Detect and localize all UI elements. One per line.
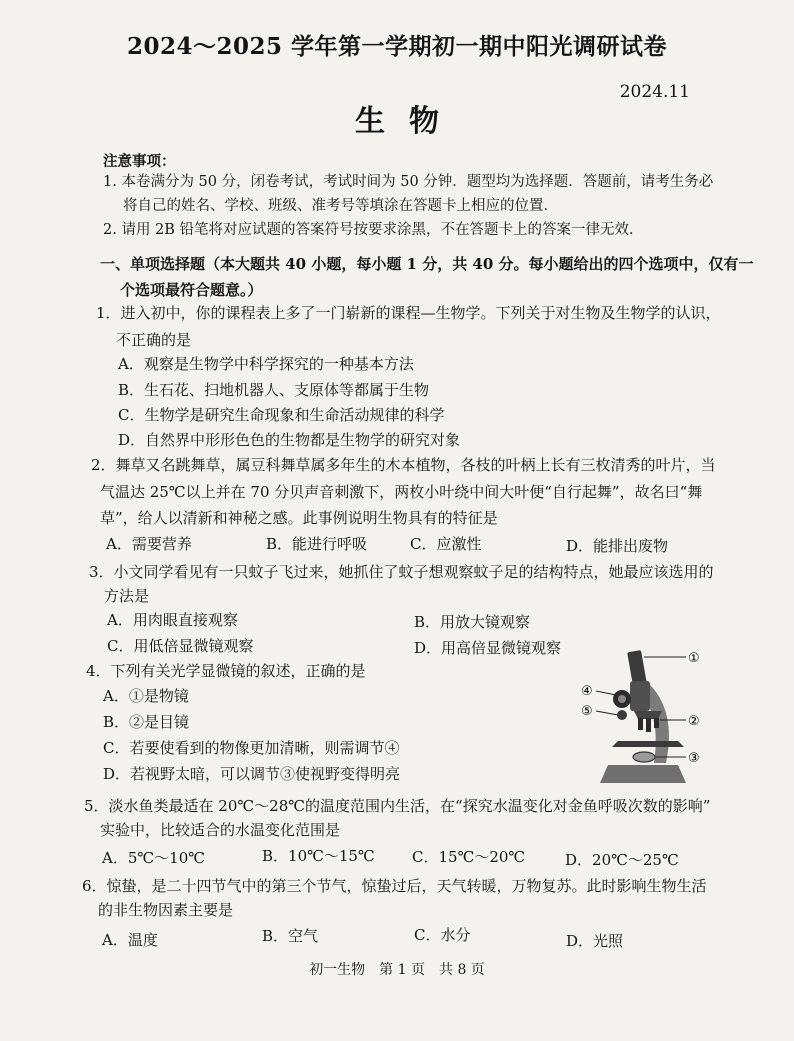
- exam-date: 2024.11: [619, 82, 690, 102]
- q2-stem-line3: 草”，给人以清新和神秘之感。此事例说明生物具有的特征是: [100, 509, 498, 527]
- q2-stem-line2: 气温达 25℃以上并在 70 分贝声音刺激下，两枚小叶绕中间大叶便“自行起舞”，故名曰“舞: [100, 483, 703, 501]
- q1-option-a: A．观察是生物学中科学探究的一种基本方法: [118, 355, 414, 373]
- q1-stem: 1．进入初中，你的课程表上多了一门崭新的课程—生物学。下列关于对生物及生物学的认识，: [96, 304, 721, 322]
- q3-option-a: A．用肉眼直接观察: [107, 611, 238, 629]
- q5-option-c: C．15℃～20℃: [412, 848, 526, 866]
- note-2: 2. 请用 2B 铅笔将对应试题的答案符号按要求涂黑，不在答题卡上的答案一律无效．: [103, 222, 644, 238]
- q5-option-d: D．20℃～25℃: [565, 851, 679, 869]
- q3-option-d: D．用高倍显微镜观察: [414, 639, 562, 657]
- q3-stem-cont: 方法是: [104, 587, 150, 605]
- q2-option-b: B．能进行呼吸: [266, 535, 368, 553]
- label-2: ②: [688, 714, 700, 729]
- microscope-base: [600, 765, 686, 783]
- notes-heading: 注意事项：: [103, 153, 176, 170]
- q6-stem-cont: 的非生物因素主要是: [98, 901, 234, 919]
- q6-option-c: C．水分: [414, 926, 471, 944]
- q4-option-a: A．①是物镜: [103, 687, 189, 705]
- q5-option-b: B．10℃～15℃: [262, 847, 375, 865]
- q6-option-d: D．光照: [566, 932, 624, 950]
- stage: [612, 741, 684, 747]
- section-heading: 一、单项选择题（本大题共 40 小题，每小题 1 分，共 40 分。每小题给出的四个选项中，仅有一: [100, 255, 754, 273]
- q4-option-d: D．若视野太暗，可以调节③使视野变得明亮: [103, 765, 401, 783]
- q3-option-b: B．用放大镜观察: [414, 613, 531, 631]
- microscope-diagram: [578, 645, 716, 793]
- nosepiece: [634, 711, 662, 719]
- q5-option-a: A．5℃～10℃: [102, 849, 206, 867]
- q6-option-b: B．空气: [262, 927, 319, 945]
- exam-title: 2024～2025 学年第一学期初一期中阳光调研试卷: [126, 33, 668, 60]
- q1-option-d: D．自然界中形形色色的生物都是生物学的研究对象: [118, 431, 461, 449]
- note-1: 1. 本卷满分为 50 分，闭卷考试，考试时间为 50 分钟．题型均为选择题．答题前，请考生务必: [103, 174, 714, 190]
- subject-title: 生物: [355, 104, 463, 139]
- q4-option-c: C．若要使看到的物像更加清晰，则需调节④: [103, 739, 400, 757]
- mirror: [633, 752, 655, 762]
- q3-option-c: C．用低倍显微镜观察: [107, 637, 254, 655]
- q5-stem: 5．淡水鱼类最适在 20℃～28℃的温度范围内生活，在“探究水温变化对金鱼呼吸次数的影响”: [84, 797, 711, 815]
- objective: [638, 718, 643, 730]
- q6-stem: 6．惊蛰，是二十四节气中的第三个节气，惊蛰过后，天气转暖，万物复苏。此时影响生物生活: [82, 877, 707, 895]
- q3-stem: 3．小文同学看见有一只蚊子飞过来，她抓住了蚊子想观察蚊子足的结构特点，她最应该选用的: [89, 563, 714, 581]
- page-footer: 初一生物 第 1 页 共 8 页: [309, 962, 485, 978]
- q4-stem: 4．下列有关光学显微镜的叙述，正确的是: [86, 662, 366, 680]
- section-heading-cont: 个选项最符合题意。）: [120, 281, 263, 299]
- label-1: ①: [688, 651, 700, 666]
- q2-stem: 2．舞草又名跳舞草，属豆科舞草属多年生的木本植物，各枝的叶柄上长有三枚清秀的叶片，当: [91, 456, 716, 474]
- q5-stem-cont: 实验中，比较适合的水温变化范围是: [100, 821, 341, 839]
- label-4: ④: [581, 684, 593, 699]
- q1-stem-cont: 不正确的是: [116, 331, 192, 349]
- q4-option-b: B．②是目镜: [103, 713, 190, 731]
- q2-option-d: D．能排出废物: [566, 537, 669, 555]
- body-tube: [630, 681, 650, 711]
- q1-option-b: B．生石花、扫地机器人、支原体等都属于生物: [118, 381, 430, 399]
- q1-option-c: C．生物学是研究生命现象和生命活动规律的科学: [118, 406, 445, 424]
- q6-option-a: A．温度: [102, 931, 158, 949]
- eyepiece: [627, 650, 647, 686]
- label-3: ③: [688, 751, 700, 766]
- fine-adjuster: [617, 710, 627, 720]
- q2-option-c: C．应激性: [410, 535, 482, 553]
- label-5: ⑤: [581, 704, 593, 719]
- note-1-cont: 将自己的姓名、学校、班级、准考号等填涂在答题卡上相应的位置．: [123, 198, 558, 214]
- q2-option-a: A．需要营养: [106, 535, 192, 553]
